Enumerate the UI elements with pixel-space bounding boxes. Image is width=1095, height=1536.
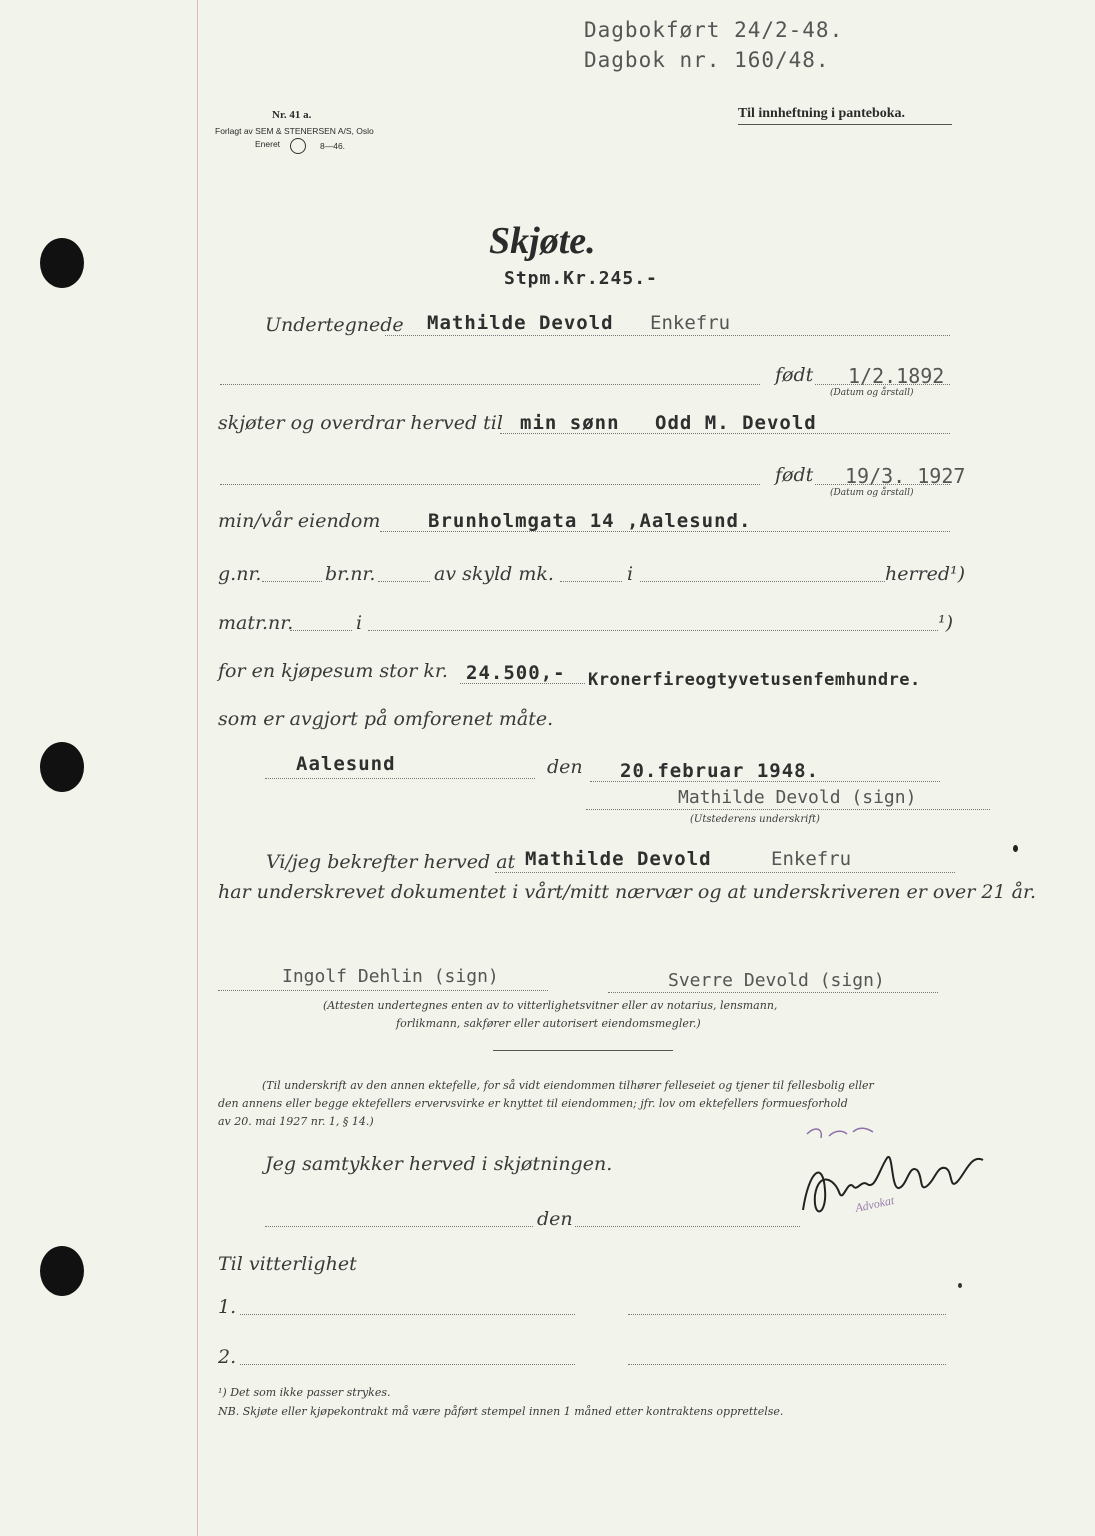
avgjort-text: som er avgjort på omforenet måte. (218, 708, 554, 730)
dotted-line (608, 992, 938, 993)
witness-note1: (Attesten undertegnes enten av to vitterlighetsvitner eller av notarius, lensmann, (323, 999, 778, 1012)
dotted-line (385, 335, 950, 336)
dotted-line (368, 630, 938, 631)
dagbok-nr-stamp: Dagbok nr. 160/48. (584, 48, 830, 72)
dotted-line (240, 1314, 575, 1315)
datum-caption: (Datum og årstall) (830, 388, 914, 398)
punch-hole (40, 742, 84, 792)
property: Brunholmgata 14 ,Aalesund. (428, 510, 752, 532)
eiendom-label: min/vår eiendom (218, 510, 381, 532)
dotted-line (628, 1364, 946, 1365)
place: Aalesund (296, 753, 396, 775)
consent-den-label: den (537, 1208, 573, 1230)
i-label: i (627, 563, 634, 585)
publisher-date: 8—46. (320, 141, 346, 151)
ink-mark (958, 1283, 962, 1288)
witness-title: Enkefru (771, 848, 852, 870)
kjopesum-label: for en kjøpesum stor kr. (218, 660, 448, 682)
seller-signature: Mathilde Devold (sign) (678, 787, 917, 808)
undertegnede-label: Undertegnede (265, 314, 404, 336)
amount-words: Kronerfireogtyvetusenfemhundre. (588, 670, 921, 690)
skjoter-label: skjøter og overdrar herved til (218, 412, 503, 434)
vitterlighet-n2: 2. (218, 1346, 237, 1368)
stamp-fee: Stpm.Kr.245.- (504, 268, 658, 289)
margin-line (197, 0, 198, 1536)
fodt-label-2: født (775, 464, 814, 486)
dotted-line (640, 581, 885, 582)
dotted-line (575, 1226, 800, 1227)
publisher-logo (290, 138, 306, 154)
vitterlighet-label: Til vitterlighet (218, 1253, 357, 1275)
gnr-label: g.nr. (218, 563, 262, 585)
witness-name: Mathilde Devold (525, 848, 712, 870)
dotted-line (220, 384, 760, 385)
document-title: Skjøte. (489, 220, 596, 262)
dotted-line (218, 990, 548, 991)
witness-line1-label: Vi/jeg bekrefter herved at (266, 851, 516, 873)
dotted-line (460, 683, 585, 684)
dotted-line (378, 581, 430, 582)
den-label: den (547, 756, 583, 778)
dotted-line (265, 1226, 533, 1227)
dotted-line (586, 809, 990, 810)
dotted-line (220, 484, 760, 485)
dotted-line (495, 872, 955, 873)
seller-title: Enkefru (650, 312, 731, 334)
footnote-1: ¹) Det som ikke passer strykes. (218, 1386, 391, 1399)
signature-caption: (Utstederens underskrift) (690, 814, 820, 825)
dagbokfort-stamp: Dagbokført 24/2-48. (584, 18, 844, 42)
witness-2-signature: Sverre Devold (sign) (668, 970, 885, 991)
publisher-line: Forlagt av SEM & STENERSEN A/S, Oslo (215, 126, 374, 136)
publisher-eneret: Eneret (255, 139, 281, 149)
witness-note2: forlikmann, sakfører eller autorisert eiendomsmegler.) (396, 1017, 701, 1030)
spouse-note3: av 20. mai 1927 nr. 1, § 14.) (218, 1115, 374, 1128)
punch-hole (40, 238, 84, 288)
dotted-line (590, 781, 940, 782)
dotted-line (265, 778, 535, 779)
seller-name: Mathilde Devold (427, 312, 614, 334)
brnr-label: br.nr. (325, 563, 376, 585)
footnote-nb: NB. Skjøte eller kjøpekontrakt må være påført stempel innen 1 måned etter kontraktens opprettelse. (218, 1405, 784, 1418)
datum-caption-2: (Datum og årstall) (830, 488, 914, 498)
innheftning-underline (738, 124, 952, 125)
buyer-name: Odd M. Devold (655, 412, 817, 434)
witness-1-signature: Ingolf Dehlin (sign) (282, 966, 499, 987)
handwritten-signature (795, 1120, 1005, 1230)
separator-line (493, 1050, 673, 1051)
dotted-line (262, 581, 322, 582)
amount: 24.500,- (466, 662, 566, 684)
form-number: Nr. 41 a. (272, 109, 312, 121)
buyer-birth: 19/3. 1927 (845, 464, 966, 488)
dotted-line (628, 1314, 946, 1315)
matrnr-label: matr.nr. (218, 612, 294, 634)
date: 20.februar 1948. (620, 760, 820, 782)
matr-end: ¹) (938, 612, 954, 634)
spouse-note2: den annens eller begge ektefellers ervervsvirke er knyttet til eiendommen; jfr. lov om ektefellers formuesforhold (218, 1097, 848, 1110)
matr-i-label: i (356, 612, 363, 634)
vitterlighet-n1: 1. (218, 1296, 237, 1318)
punch-hole (40, 1246, 84, 1296)
skyld-label: av skyld mk. (434, 563, 554, 585)
herred-label: herred¹) (885, 563, 966, 585)
innheftning-note: Til innheftning i panteboka. (738, 106, 906, 121)
consent-text: Jeg samtykker herved i skjøtningen. (265, 1153, 613, 1175)
ink-mark (1013, 845, 1018, 852)
fodt-label: født (775, 364, 814, 386)
buyer-relation: min sønn (520, 412, 620, 434)
advokat-stamp: Advokat (853, 1193, 896, 1215)
spouse-note1: (Til underskrift av den annen ektefelle, for så vidt eiendommen tilhører felleseiet og tjener til fellesbolig eller (262, 1079, 874, 1092)
seller-birth: 1/2.1892 (848, 364, 945, 388)
dotted-line (560, 581, 622, 582)
witness-line2: har underskrevet dokumentet i vårt/mitt nærvær og at underskriveren er over 21 år. (218, 881, 1036, 903)
dotted-line (290, 630, 352, 631)
dotted-line (240, 1364, 575, 1365)
